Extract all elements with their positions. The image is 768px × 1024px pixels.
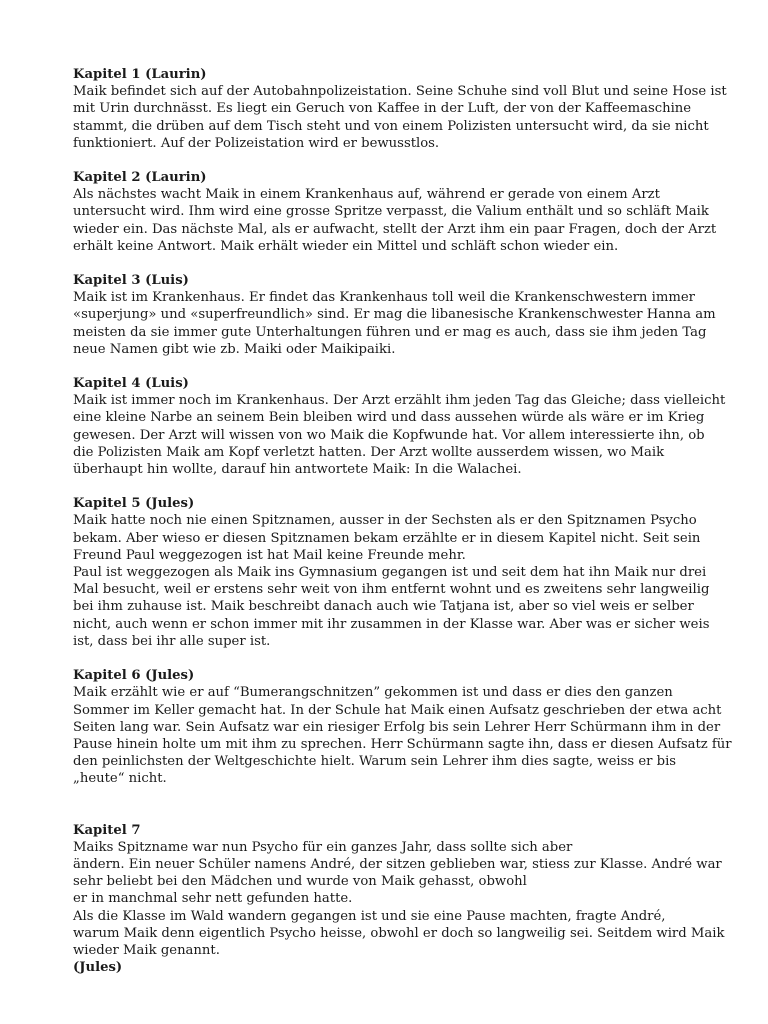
text-line: überhaupt hin wollte, darauf hin antwortete Maik: In die Walachei. bbox=[73, 462, 522, 478]
text-line: erhält keine Antwort. Maik erhält wieder ein Mittel und schläft schon wieder ein. bbox=[73, 238, 619, 254]
text-line: bekam. Aber wieso er diesen Spitznamen bekam erzählte er in diesem Kapitel nicht. Seit sein bbox=[73, 530, 701, 546]
text-line: Maik erzählt wie er auf “Bumerangschnitzen” gekommen ist und dass er dies den ganzen bbox=[73, 685, 673, 701]
chapter-7 bbox=[73, 822, 723, 977]
text-line: nicht, auch wenn er schon immer mit ihr zusammen in der Klasse war. Aber was er sicher weis bbox=[73, 616, 710, 632]
text-line: die Polizisten Maik am Kopf verletzt hatten. Der Arzt wollte ausserdem wissen, wo Maik bbox=[73, 444, 665, 460]
text-line: Maik befindet sich auf der Autobahnpolizeistation. Seine Schuhe sind voll Blut und seine Hose ist bbox=[73, 84, 727, 100]
text-line: wieder Maik genannt. bbox=[73, 942, 220, 958]
text-line: stammt, die drüben auf dem Tisch steht und von einem Polizisten untersucht wird, da sie nicht bbox=[73, 118, 709, 134]
text-line: den peinlichsten der Weltgeschichte hielt. Warum sein Lehrer ihm dies sagte, weiss er bis bbox=[73, 754, 677, 770]
text-line: ändern. Ein neuer Schüler namens André, der sitzen geblieben war, stiess zur Klasse. André war bbox=[73, 856, 722, 872]
chapter-heading: Kapitel 7 bbox=[73, 822, 141, 838]
text-line: mit Urin durchnässt. Es liegt ein Geruch von Kaffee in der Luft, der von der Kaffeemaschine bbox=[73, 101, 692, 117]
text-line: untersucht wird. Ihm wird eine grosse Spritze verpasst, die Valium enthält und so schläft Maik bbox=[73, 204, 709, 220]
chapter-6 bbox=[73, 667, 732, 787]
chapter-heading: Kapitel 2 (Laurin) bbox=[73, 170, 207, 186]
text-line: sehr beliebt bei den Mädchen und wurde von Maik gehasst, obwohl bbox=[73, 874, 527, 890]
chapter-heading: Kapitel 5 (Jules) bbox=[73, 496, 195, 512]
text-line: funktioniert. Auf der Polizeistation wird er bewusstlos. bbox=[73, 135, 440, 151]
text-line: bei ihm zuhause ist. Maik beschreibt danach auch wie Tatjana ist, aber so viel weis er selber bbox=[73, 599, 694, 615]
text-line: Maik hatte noch nie einen Spitznamen, ausser in der Sechsten als er den Spitznamen Psycho bbox=[73, 513, 697, 529]
text-line: eine kleine Narbe an seinem Bein bleiben wird und dass aussehen würde als wäre er im Krieg bbox=[73, 410, 705, 426]
chapter-3 bbox=[73, 272, 723, 358]
text-line: Mal besucht, weil er erstens sehr weit von ihm entfernt wohnt und es zweitens sehr langweilig bbox=[73, 582, 710, 598]
chapter-4 bbox=[73, 375, 726, 478]
text-line: Als nächstes wacht Maik in einem Krankenhaus auf, während er gerade von einem Arzt bbox=[73, 187, 660, 203]
text-line: Freund Paul weggezogen ist hat Mail keine Freunde mehr. bbox=[73, 547, 466, 563]
text-line: Maiks Spitzname war nun Psycho für ein ganzes Jahr, dass sollte sich aber bbox=[73, 839, 573, 855]
chapter-heading: Kapitel 6 (Jules) bbox=[73, 668, 195, 684]
text-line: meisten da sie immer gute Unterhaltungen führen und er mag es auch, dass sie ihm jeden Tag bbox=[73, 324, 707, 340]
text-line: ist, dass bei ihr alle super ist. bbox=[73, 633, 271, 649]
chapter-2 bbox=[73, 169, 723, 255]
chapter-heading: Kapitel 1 (Laurin) bbox=[73, 67, 207, 82]
text-line: Pause hinein holte um mit ihm zu sprechen. Herr Schürmann sagte ihn, dass er diesen Aufsatz für bbox=[73, 736, 732, 752]
text-line: Als die Klasse im Wald wandern gegangen ist und sie eine Pause machten, fragte André, bbox=[73, 908, 666, 924]
text-line: Maik ist im Krankenhaus. Er findet das Krankenhaus toll weil die Krankenschwestern immer bbox=[73, 290, 695, 306]
text-line: Maik ist immer noch im Krankenhaus. Der Arzt erzählt ihm jeden Tag das Gleiche; dass vielleicht bbox=[73, 393, 726, 409]
text-line: wieder ein. Das nächste Mal, als er aufwacht, stellt der Arzt ihm ein paar Fragen, doch der Arzt bbox=[73, 221, 717, 237]
author-signature: (Jules) bbox=[73, 960, 123, 976]
text-line: gewesen. Der Arzt will wissen von wo Maik die Kopfwunde hat. Vor allem interessierte ihn, ob bbox=[73, 427, 705, 443]
text-line: „heute“ nicht. bbox=[73, 771, 167, 787]
text-line: «superjung» und «superfreundlich» sind. Er mag die libanesische Krankenschwester Hanna am bbox=[73, 307, 716, 323]
chapter-heading: Kapitel 3 (Luis) bbox=[73, 273, 189, 289]
text-line: Paul ist weggezogen als Maik ins Gymnasium gegangen ist und seit dem hat ihn Maik nur drei bbox=[73, 565, 707, 581]
text-line: neue Namen gibt wie zb. Maiki oder Maikipaiki. bbox=[73, 341, 396, 357]
document-page bbox=[73, 66, 732, 993]
text-line: Sommer im Keller gemacht hat. In der Schule hat Maik einen Aufsatz geschrieben der etwa acht bbox=[73, 702, 722, 718]
text-line: warum Maik denn eigentlich Psycho heisse, obwohl er doch so langweilig sei. Seitdem wird Maik bbox=[73, 925, 725, 941]
chapter-heading: Kapitel 4 (Luis) bbox=[73, 376, 189, 392]
text-line: Seiten lang war. Sein Aufsatz war ein riesiger Erfolg bis sein Lehrer Herr Schürmann ihm in der bbox=[73, 719, 721, 735]
text-line: er in manchmal sehr nett gefunden hatte. bbox=[73, 891, 353, 907]
chapter-1 bbox=[73, 66, 727, 152]
chapter-5 bbox=[73, 495, 723, 650]
